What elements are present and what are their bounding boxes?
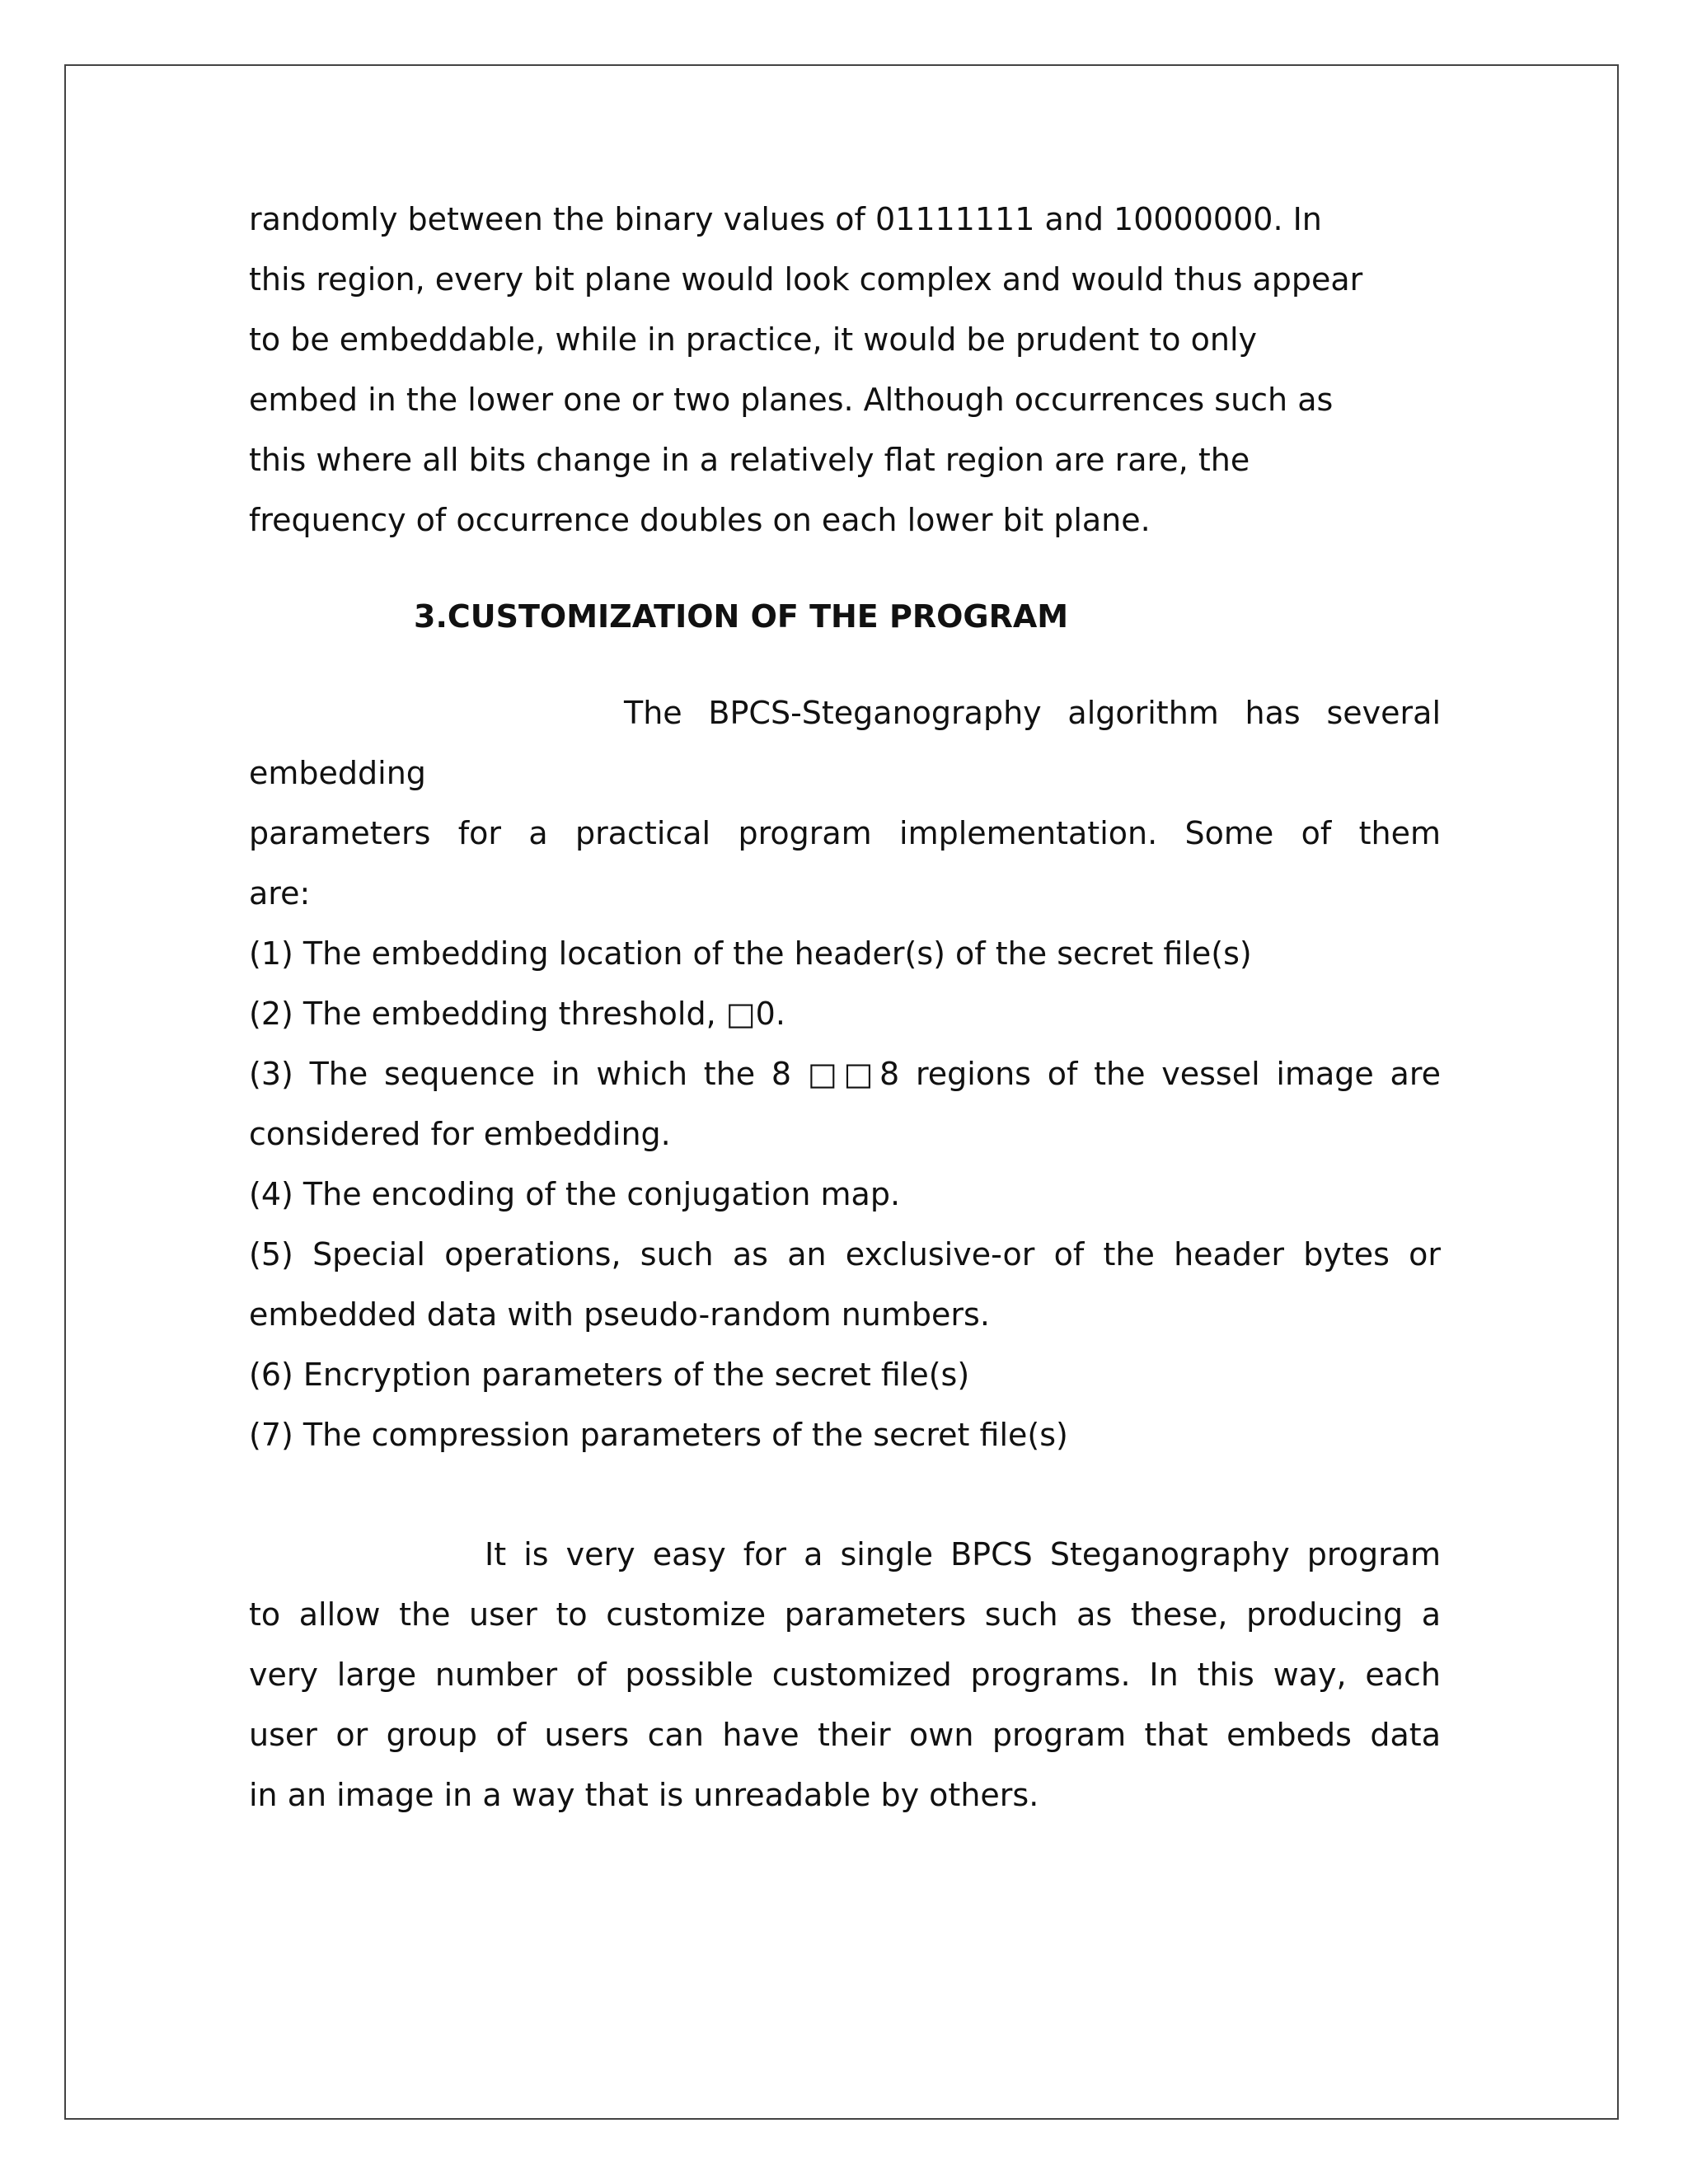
list-item-5-continued: embedded data with pseudo-random numbers. [249,1296,990,1333]
list-item-1: (1) The embedding location of the header(s) of the secret file(s) [249,935,1252,972]
list-item-6: (6) Encryption parameters of the secret file(s) [249,1357,970,1393]
paragraph-3-line-4: user or group of users can have their own program that embeds data [249,1717,1441,1753]
paragraph-3-line-3: very large number of possible customized programs. In this way, each [249,1657,1441,1693]
paragraph-3-line-1: It is very easy for a single BPCS Steganography program [485,1536,1441,1572]
paragraph-1-line-3: to be embeddable, while in practice, it would be prudent to only [249,321,1257,358]
paragraph-3-line-2: to allow the user to customize parameters such as these, producing a [249,1596,1441,1633]
paragraph-2-line-4: are: [249,875,311,912]
list-item-3: (3) The sequence in which the 8 □□8 regions of the vessel image are [249,1056,1441,1092]
paragraph-2-line-3: parameters for a practical program implementation. Some of them [249,815,1441,851]
paragraph-1-line-4: embed in the lower one or two planes. Although occurrences such as [249,382,1334,418]
list-item-5: (5) Special operations, such as an exclusive-or of the header bytes or [249,1236,1441,1272]
paragraph-2-line-1: The BPCS-Steganography algorithm has several [624,695,1441,731]
paragraph-1-line-6: frequency of occurrence doubles on each lower bit plane. [249,502,1151,538]
list-item-2: (2) The embedding threshold, □0. [249,996,785,1032]
paragraph-2-line-2: embedding [249,755,426,791]
list-item-3-continued: considered for embedding. [249,1116,671,1152]
paragraph-1-line-2: this region, every bit plane would look complex and would thus appear [249,261,1363,298]
list-item-7: (7) The compression parameters of the secret file(s) [249,1417,1068,1453]
paragraph-1-line-5: this where all bits change in a relatively flat region are rare, the [249,442,1250,478]
paragraph-3-line-5: in an image in a way that is unreadable by others. [249,1777,1039,1813]
list-item-4: (4) The encoding of the conjugation map. [249,1176,901,1212]
section-heading: 3.CUSTOMIZATION OF THE PROGRAM [414,598,1069,635]
paragraph-1-line-1: randomly between the binary values of 01111111 and 10000000. In [249,201,1322,237]
